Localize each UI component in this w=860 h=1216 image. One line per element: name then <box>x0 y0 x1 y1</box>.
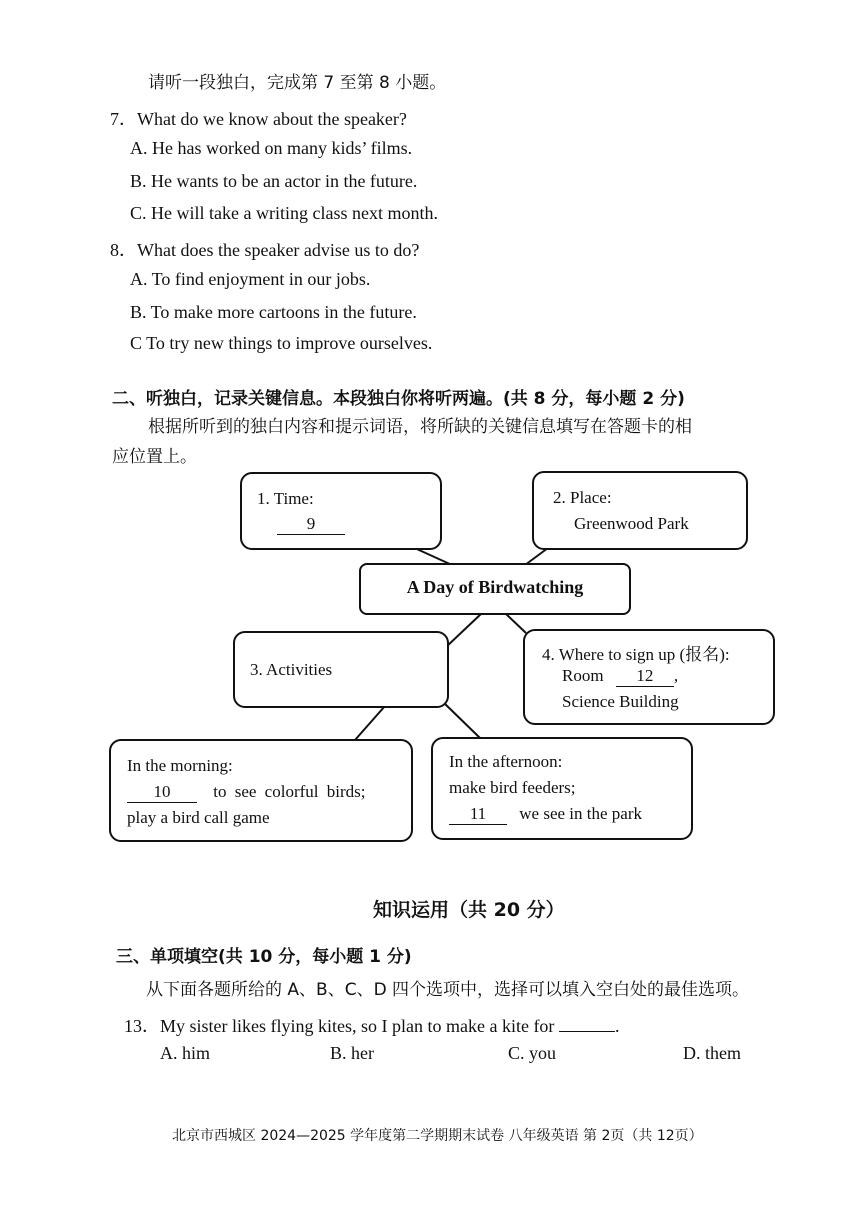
signup-box <box>523 629 775 725</box>
afternoon-rest: we see in the park <box>519 804 642 823</box>
afternoon-blank[interactable]: 11 <box>449 804 507 825</box>
question-8-option-c: C To try new things to improve ourselves. <box>130 333 433 353</box>
room-blank[interactable]: 12 <box>616 666 674 687</box>
question-8-stem: 8．What does the speaker advise us to do? <box>110 240 420 260</box>
signup-label: 4. Where to sign up (报名): <box>542 645 730 664</box>
morning-rest: to see colorful birds; <box>213 782 366 801</box>
morning-title: In the morning: <box>127 756 233 775</box>
afternoon-line2: make bird feeders; <box>449 778 576 797</box>
question-13-end: . <box>614 1016 620 1036</box>
question-13-option-b: B. her <box>330 1043 374 1063</box>
time-label: 1. Time: <box>257 489 314 508</box>
section-3-instruction: 从下面各题所给的 A、B、C、D 四个选项中，选择可以填入空白处的最佳选项。 <box>146 980 750 1000</box>
signup-building: Science Building <box>562 692 679 711</box>
question-13-option-d: D. them <box>683 1043 741 1063</box>
morning-line2 <box>127 782 365 803</box>
question-13-stem: 13．My sister likes flying kites, so I plan to make a kite for <box>124 1016 555 1036</box>
time-blank-wrap <box>277 514 345 535</box>
question-7-stem: 7．What do we know about the speaker? <box>110 109 407 129</box>
place-value: Greenwood Park <box>574 514 689 533</box>
section-2-instruction-line2: 应位置上。 <box>112 447 197 467</box>
knowledge-title: 知识运用（共 20 分） <box>373 899 565 921</box>
question-8-option-a: A. To find enjoyment in our jobs. <box>130 269 371 289</box>
question-13-blank[interactable] <box>559 1031 615 1032</box>
place-box <box>532 471 748 550</box>
question-13-stem-line <box>124 1012 619 1038</box>
morning-blank[interactable]: 10 <box>127 782 197 803</box>
place-label: 2. Place: <box>553 488 612 507</box>
diagram-title: A Day of Birdwatching <box>406 577 584 597</box>
section-3-heading: 三、单项填空(共 10 分，每小题 1 分) <box>116 947 412 967</box>
afternoon-line3 <box>449 804 642 825</box>
section-intro: 请听一段独白，完成第 7 至第 8 小题。 <box>148 73 447 93</box>
question-8-option-b: B. To make more cartoons in the future. <box>130 302 417 322</box>
section-2-instruction-line1: 根据所听到的独白内容和提示词语，将所缺的关键信息填写在答题卡的相 <box>148 417 692 437</box>
activities-box <box>233 631 449 708</box>
morning-line3: play a bird call game <box>127 808 270 827</box>
morning-box <box>109 739 413 842</box>
section-2-heading: 二、听独白，记录关键信息。本段独白你将听两遍。(共 8 分，每小题 2 分) <box>112 389 685 409</box>
time-blank[interactable]: 9 <box>277 514 345 535</box>
signup-comma: , <box>673 666 679 685</box>
question-7-option-b: B. He wants to be an actor in the future. <box>130 171 418 191</box>
question-13-option-c: C. you <box>508 1043 557 1063</box>
signup-room-line <box>562 666 678 687</box>
question-13-option-a: A. him <box>160 1043 211 1063</box>
afternoon-title: In the afternoon: <box>449 752 563 771</box>
center-title-box <box>359 563 631 615</box>
signup-room-label: Room <box>562 666 604 685</box>
afternoon-box <box>431 737 693 840</box>
page-footer: 北京市西城区 2024—2025 学年度第二学期期末试卷 八年级英语 第 2页（共 12页） <box>172 1128 703 1144</box>
question-7-option-c: C. He will take a writing class next month. <box>130 203 438 223</box>
activities-label: 3. Activities <box>250 660 333 679</box>
time-box <box>240 472 442 550</box>
question-7-option-a: A. He has worked on many kids’ films. <box>130 138 413 158</box>
